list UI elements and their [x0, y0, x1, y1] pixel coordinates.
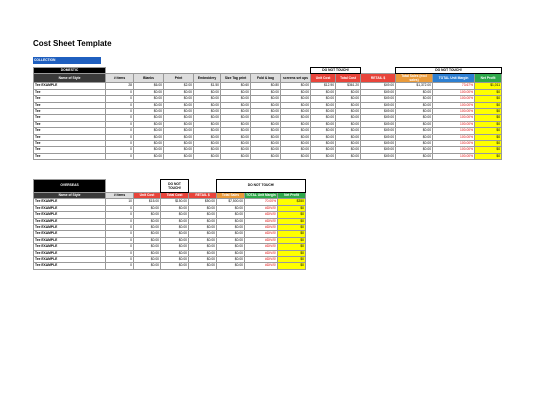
table-cell[interactable]: $0 [278, 263, 306, 269]
table-cell[interactable]: $0.00 [134, 257, 161, 263]
table-cell[interactable]: $0 [278, 257, 306, 263]
table-row [34, 153, 502, 159]
table-cell[interactable]: 100.00% [433, 109, 475, 115]
table-cell[interactable]: $0.00 [221, 141, 251, 147]
table-cell[interactable]: $0.00 [251, 109, 281, 115]
table-cell[interactable]: $0.00 [189, 212, 217, 218]
style-name-cell[interactable]: Tee [34, 89, 106, 95]
table-cell[interactable]: $0.00 [164, 89, 194, 95]
table-cell[interactable]: $0.00 [134, 89, 164, 95]
table-cell[interactable]: $7,500.00 [217, 199, 245, 205]
table-cell[interactable]: 0 [106, 218, 134, 224]
table-cell[interactable]: $0.00 [281, 102, 311, 108]
table-cell[interactable]: 0 [106, 134, 134, 140]
table-cell[interactable]: $0.00 [251, 102, 281, 108]
column-header[interactable]: TOTAL Unit Margin [246, 193, 276, 198]
table-cell[interactable]: $0.00 [396, 109, 433, 115]
table-cell[interactable]: $0.00 [134, 128, 164, 134]
table-cell[interactable]: $0.00 [194, 134, 221, 140]
table-cell[interactable]: $0 [475, 153, 502, 159]
table-cell[interactable]: $0.00 [194, 89, 221, 95]
domestic-section-label: DOMESTIC [34, 68, 106, 74]
table-cell[interactable]: $0.00 [194, 147, 221, 153]
table-cell[interactable]: 0 [106, 121, 134, 127]
table-cell[interactable]: $0.00 [217, 263, 245, 269]
table-cell[interactable]: $0 [475, 141, 502, 147]
table-cell[interactable]: $0.00 [161, 212, 189, 218]
table-cell[interactable]: 0 [106, 212, 134, 218]
style-name-cell[interactable]: Tee [34, 96, 106, 102]
table-cell[interactable]: #DIV/0! [245, 231, 278, 237]
table-cell[interactable]: 100.00% [433, 96, 475, 102]
table-cell[interactable]: $0.00 [251, 121, 281, 127]
table-cell[interactable]: $0 [278, 225, 306, 231]
style-name-cell[interactable]: Tee [34, 109, 106, 115]
style-name-cell[interactable]: Tee [34, 115, 106, 121]
table-cell[interactable]: $0.00 [396, 102, 433, 108]
table-cell[interactable]: $49.00 [361, 89, 396, 95]
table-cell[interactable]: $0.00 [134, 212, 161, 218]
table-cell[interactable]: $0.00 [134, 153, 164, 159]
table-cell[interactable]: 100.00% [433, 141, 475, 147]
table-cell[interactable]: $0.00 [221, 102, 251, 108]
style-name-cell[interactable]: Tee EXAMPLE [34, 218, 106, 224]
table-cell[interactable]: 28 [106, 83, 134, 89]
table-cell[interactable]: $0.00 [336, 96, 361, 102]
table-cell[interactable]: $0.00 [161, 263, 189, 269]
table-cell[interactable]: $0.00 [336, 141, 361, 147]
table-cell[interactable]: $0.00 [134, 96, 164, 102]
table-cell[interactable]: $0.00 [221, 96, 251, 102]
column-header[interactable]: Size Tag print [221, 74, 251, 83]
table-cell[interactable]: $0.00 [221, 128, 251, 134]
table-cell[interactable]: $0.00 [311, 89, 336, 95]
table-cell[interactable]: $1.50 [194, 83, 221, 89]
table-cell[interactable]: 100.00% [433, 153, 475, 159]
table-cell[interactable]: $0.00 [311, 147, 336, 153]
table-cell[interactable]: 100.00% [433, 121, 475, 127]
table-cell[interactable]: $0.00 [194, 96, 221, 102]
table-cell[interactable]: $0.00 [189, 237, 217, 243]
column-header[interactable]: Fold & bag [251, 74, 281, 83]
column-header[interactable]: Total Sales (excl sales) [396, 74, 433, 83]
table-cell[interactable]: $0.00 [336, 115, 361, 121]
style-name-cell[interactable]: Tee [34, 134, 106, 140]
table-cell[interactable]: 0 [106, 128, 134, 134]
table-cell[interactable]: $0.00 [251, 128, 281, 134]
table-cell[interactable]: $0.00 [189, 225, 217, 231]
overseas-top-row [34, 180, 306, 193]
table-cell[interactable]: 0 [106, 153, 134, 159]
table-cell[interactable]: $0.00 [336, 89, 361, 95]
table-cell[interactable]: 0 [106, 109, 134, 115]
table-cell[interactable]: $0.00 [311, 128, 336, 134]
table-cell[interactable]: $0.00 [396, 141, 433, 147]
table-cell[interactable]: $0.00 [281, 134, 311, 140]
column-header[interactable]: Print [164, 74, 194, 83]
table-cell[interactable]: $0.00 [221, 89, 251, 95]
column-header[interactable]: Total Cost [161, 193, 189, 199]
table-cell[interactable]: $12.90 [311, 83, 336, 89]
table-cell[interactable]: $0.00 [161, 205, 189, 211]
style-name-cell[interactable]: Tee [34, 128, 106, 134]
table-cell[interactable]: $0.00 [164, 109, 194, 115]
table-cell[interactable]: $0.00 [134, 225, 161, 231]
table-cell[interactable]: $0.00 [134, 231, 161, 237]
table-cell[interactable]: $0.00 [396, 89, 433, 95]
column-header[interactable]: # items [106, 74, 134, 83]
table-cell[interactable]: 0 [106, 244, 134, 250]
table-cell[interactable]: $0.00 [134, 121, 164, 127]
column-header[interactable]: TOTAL Unit Margin [433, 74, 475, 83]
style-name-cell[interactable]: Tee [34, 121, 106, 127]
do-not-touch-label: DO NOT TOUCH! [217, 180, 306, 193]
table-cell[interactable]: $0.00 [134, 109, 164, 115]
table-cell[interactable]: $0.00 [221, 115, 251, 121]
table-cell[interactable]: $0.00 [311, 121, 336, 127]
table-cell[interactable]: $0.00 [164, 102, 194, 108]
table-cell[interactable]: #DIV/0! [245, 244, 278, 250]
table-cell[interactable]: $0.00 [396, 96, 433, 102]
style-name-cell[interactable]: Tee EXAMPLE [34, 250, 106, 256]
overseas-header-row [34, 193, 306, 199]
table-cell[interactable]: $0.00 [336, 147, 361, 153]
column-header[interactable]: screens set ups [281, 74, 311, 83]
table-cell[interactable]: $0.00 [311, 96, 336, 102]
overseas-table [33, 179, 306, 270]
table-cell[interactable]: 70.00% [245, 199, 278, 205]
table-cell[interactable]: 0 [106, 96, 134, 102]
style-name-cell[interactable]: Tee EXAMPLE [34, 237, 106, 243]
do-not-touch-label: DO NOT TOUCH! [311, 68, 361, 74]
table-cell[interactable]: $0.00 [161, 250, 189, 256]
table-cell[interactable]: $0.00 [134, 218, 161, 224]
table-cell[interactable]: $0 [475, 109, 502, 115]
style-name-cell[interactable]: Tee [34, 153, 106, 159]
table-cell[interactable]: $0 [475, 89, 502, 95]
table-cell[interactable]: $0.00 [396, 134, 433, 140]
style-name-cell[interactable]: Tee EXAMPLE [34, 212, 106, 218]
do-not-touch-label: DO NOT TOUCH! [161, 180, 189, 193]
table-cell[interactable]: $0.00 [134, 115, 164, 121]
style-name-cell[interactable]: Tee EXAMPLE [34, 231, 106, 237]
table-cell[interactable]: $0.00 [134, 102, 164, 108]
table-cell[interactable]: $0.00 [281, 89, 311, 95]
table-cell[interactable]: #DIV/0! [245, 263, 278, 269]
column-header[interactable]: Unit Cost [311, 74, 336, 83]
table-cell[interactable]: $1,372.00 [396, 83, 433, 89]
table-cell[interactable]: $0.00 [217, 237, 245, 243]
table-cell[interactable]: $49.00 [361, 147, 396, 153]
table-cell[interactable]: $15.00 [134, 199, 161, 205]
table-cell[interactable]: $0.00 [396, 115, 433, 121]
table-cell[interactable]: 0 [106, 89, 134, 95]
table-cell[interactable]: $350 [278, 199, 306, 205]
overseas-rows [34, 199, 306, 269]
table-cell[interactable]: $49.00 [361, 153, 396, 159]
table-cell[interactable]: $0.00 [311, 134, 336, 140]
table-cell[interactable]: $0.00 [281, 153, 311, 159]
table-cell[interactable]: $0.00 [194, 121, 221, 127]
table-cell[interactable]: $6.00 [134, 83, 164, 89]
table-cell[interactable]: 0 [106, 141, 134, 147]
table-cell[interactable]: $49.00 [361, 128, 396, 134]
table-cell[interactable]: $0.00 [336, 128, 361, 134]
table-cell[interactable]: $0 [475, 102, 502, 108]
table-cell[interactable]: $0.00 [134, 237, 161, 243]
table-cell[interactable]: $0 [278, 244, 306, 250]
table-cell[interactable]: $0.00 [134, 250, 161, 256]
column-header[interactable]: Name of Style [34, 193, 106, 199]
domestic-header-row [34, 74, 502, 83]
table-cell[interactable]: $0.00 [189, 218, 217, 224]
table-cell[interactable]: 10 [106, 199, 134, 205]
table-cell[interactable]: $50.00 [189, 199, 217, 205]
table-cell[interactable]: 100.00% [433, 147, 475, 153]
table-cell[interactable]: $0.00 [217, 225, 245, 231]
domestic-table [33, 67, 502, 160]
table-cell[interactable]: 0 [106, 147, 134, 153]
table-cell[interactable]: $0.00 [164, 147, 194, 153]
table-cell[interactable]: $0 [278, 212, 306, 218]
table-cell[interactable]: $0.00 [281, 115, 311, 121]
table-cell[interactable]: #DIV/0! [245, 212, 278, 218]
table-cell[interactable]: #DIV/0! [245, 250, 278, 256]
table-cell[interactable]: $0.00 [194, 153, 221, 159]
table-cell[interactable]: $0.00 [281, 128, 311, 134]
table-cell[interactable]: $0.00 [311, 102, 336, 108]
spacer [134, 180, 161, 193]
table-cell[interactable]: $0.00 [217, 205, 245, 211]
table-cell[interactable]: $0.00 [194, 102, 221, 108]
table-cell[interactable]: #DIV/0! [245, 225, 278, 231]
table-cell[interactable]: $0 [278, 205, 306, 211]
overseas-section-label: OVERSEAS [34, 180, 106, 193]
table-cell[interactable]: 100.00% [433, 134, 475, 140]
table-cell[interactable]: $0.00 [221, 109, 251, 115]
table-cell[interactable]: $0 [475, 115, 502, 121]
table-cell[interactable]: $0.00 [134, 205, 161, 211]
style-name-cell[interactable]: Tee EXAMPLE [34, 205, 106, 211]
table-cell[interactable]: $0.00 [217, 212, 245, 218]
table-cell[interactable]: 0 [106, 225, 134, 231]
style-name-cell[interactable]: Tee [34, 102, 106, 108]
table-cell[interactable]: $0.00 [251, 115, 281, 121]
table-cell[interactable]: $0.00 [134, 141, 164, 147]
table-cell[interactable]: 100.00% [433, 128, 475, 134]
table-cell[interactable]: $0.00 [281, 96, 311, 102]
table-cell[interactable]: $0.00 [164, 134, 194, 140]
table-cell[interactable]: $0.00 [189, 263, 217, 269]
table-cell[interactable]: $49.00 [361, 134, 396, 140]
table-cell[interactable]: $0.00 [134, 134, 164, 140]
style-name-cell[interactable]: Tee EXAMPLE [34, 225, 106, 231]
column-header[interactable]: # items [106, 193, 134, 199]
table-cell[interactable]: 100.00% [433, 115, 475, 121]
table-cell[interactable]: $0.00 [189, 231, 217, 237]
table-cell[interactable]: $0 [278, 218, 306, 224]
table-cell[interactable]: $0 [278, 250, 306, 256]
table-cell[interactable]: 0 [106, 257, 134, 263]
table-cell[interactable]: $0.00 [251, 96, 281, 102]
page-title: Cost Sheet Template [33, 39, 112, 48]
table-row [34, 263, 306, 269]
table-cell[interactable]: $0.00 [194, 109, 221, 115]
column-header[interactable]: RETAIL $ [361, 74, 396, 83]
table-cell[interactable]: $0.00 [217, 257, 245, 263]
table-cell[interactable]: $0.00 [189, 250, 217, 256]
column-header[interactable]: Total Cost [336, 74, 361, 83]
table-cell[interactable]: $0.00 [251, 147, 281, 153]
table-cell[interactable]: $0.00 [311, 153, 336, 159]
column-header[interactable]: Total Sales [217, 193, 245, 199]
table-cell[interactable]: $0.00 [281, 141, 311, 147]
table-cell[interactable]: $0.00 [161, 257, 189, 263]
table-cell[interactable]: $49.00 [361, 121, 396, 127]
table-cell[interactable]: $0.00 [396, 128, 433, 134]
table-cell[interactable]: $0.00 [217, 250, 245, 256]
table-cell[interactable]: $0.00 [217, 218, 245, 224]
table-cell[interactable]: 0 [106, 115, 134, 121]
domestic-rows [34, 83, 502, 160]
style-name-cell[interactable]: Tee EXAMPLE [34, 263, 106, 269]
table-cell[interactable]: $49.00 [361, 109, 396, 115]
table-cell[interactable]: $49.00 [361, 83, 396, 89]
table-cell[interactable]: $0.00 [251, 134, 281, 140]
column-header[interactable]: Unit Cost [134, 193, 161, 199]
table-cell[interactable]: $0.00 [194, 115, 221, 121]
spacer [106, 180, 134, 193]
table-cell[interactable]: $0.00 [164, 96, 194, 102]
table-cell[interactable]: $0.00 [281, 83, 311, 89]
table-cell[interactable]: $0.00 [189, 257, 217, 263]
column-header[interactable]: Blanks [134, 74, 164, 83]
table-cell[interactable]: #DIV/0! [245, 205, 278, 211]
table-cell[interactable]: $49.00 [361, 102, 396, 108]
table-cell[interactable]: $0.00 [251, 153, 281, 159]
table-cell[interactable]: $0 [475, 134, 502, 140]
table-cell[interactable]: $0 [278, 237, 306, 243]
table-cell[interactable]: $0.00 [281, 147, 311, 153]
style-name-cell[interactable]: Tee [34, 141, 106, 147]
table-cell[interactable]: 100.00% [433, 89, 475, 95]
style-name-cell[interactable]: Tee EXAMPLE [34, 83, 106, 89]
table-cell[interactable]: $0.00 [336, 102, 361, 108]
table-cell[interactable]: $0.00 [161, 225, 189, 231]
table-cell[interactable]: $0.00 [189, 205, 217, 211]
table-cell[interactable]: $0.80 [251, 83, 281, 89]
table-cell[interactable]: $0.00 [311, 115, 336, 121]
table-cell[interactable]: 0 [106, 237, 134, 243]
style-name-cell[interactable]: Tee EXAMPLE [34, 199, 106, 205]
table-cell[interactable]: $0.00 [134, 263, 161, 269]
table-cell[interactable]: $0.00 [396, 153, 433, 159]
table-cell[interactable]: $0.00 [194, 128, 221, 134]
do-not-touch-label: DO NOT TOUCH! [396, 68, 502, 74]
table-cell[interactable]: $150.00 [161, 199, 189, 205]
table-cell[interactable]: $0.00 [164, 115, 194, 121]
column-header[interactable]: RETAIL $ [189, 193, 217, 199]
table-cell[interactable]: $0.00 [336, 153, 361, 159]
table-cell[interactable]: $0 [475, 121, 502, 127]
table-cell[interactable]: 73.67% [433, 83, 475, 89]
table-cell[interactable]: $0.00 [164, 128, 194, 134]
table-cell[interactable]: $49.00 [361, 115, 396, 121]
table-cell[interactable]: $0.00 [217, 244, 245, 250]
table-cell[interactable]: $0.00 [161, 244, 189, 250]
table-cell[interactable]: $0.00 [221, 121, 251, 127]
table-cell[interactable]: $0.60 [221, 83, 251, 89]
table-cell[interactable]: 0 [106, 250, 134, 256]
table-cell[interactable]: $0.00 [134, 147, 164, 153]
column-header[interactable]: Net Profit [278, 193, 306, 199]
table-cell[interactable]: $361.20 [336, 83, 361, 89]
table-cell[interactable]: $0.00 [161, 237, 189, 243]
table-cell[interactable]: $0.00 [194, 141, 221, 147]
table-cell[interactable]: $2.00 [164, 83, 194, 89]
table-cell[interactable]: #DIV/0! [245, 218, 278, 224]
table-cell[interactable]: $0 [475, 147, 502, 153]
table-cell[interactable]: $0.00 [161, 231, 189, 237]
table-cell[interactable]: $0 [278, 231, 306, 237]
table-cell[interactable]: $0.00 [336, 121, 361, 127]
table-cell[interactable]: 0 [106, 102, 134, 108]
table-cell[interactable]: $0.00 [221, 147, 251, 153]
table-cell[interactable]: $0.00 [189, 244, 217, 250]
table-cell[interactable]: $0.00 [251, 89, 281, 95]
table-cell[interactable]: 100.00% [433, 102, 475, 108]
table-cell[interactable]: 0 [106, 205, 134, 211]
table-cell[interactable]: $0.00 [396, 147, 433, 153]
table-cell[interactable]: $0 [475, 96, 502, 102]
table-cell[interactable]: $0.00 [336, 134, 361, 140]
table-cell[interactable]: $0.00 [221, 153, 251, 159]
table-cell[interactable]: $0.00 [164, 141, 194, 147]
table-cell[interactable]: $0.00 [281, 121, 311, 127]
spacer [189, 180, 217, 193]
column-header[interactable]: Embroidery [194, 74, 221, 83]
style-name-cell[interactable]: Tee EXAMPLE [34, 244, 106, 250]
table-cell[interactable]: $0.00 [311, 141, 336, 147]
style-name-cell[interactable]: Tee [34, 147, 106, 153]
table-cell[interactable]: 0 [106, 231, 134, 237]
table-cell[interactable]: $0.00 [396, 121, 433, 127]
table-cell[interactable]: $0.00 [217, 231, 245, 237]
table-cell[interactable]: $49.00 [361, 141, 396, 147]
table-cell[interactable]: $0.00 [336, 109, 361, 115]
table-cell[interactable]: $0.00 [221, 134, 251, 140]
style-name-cell[interactable]: Tee EXAMPLE [34, 257, 106, 263]
table-cell[interactable]: $0.00 [161, 218, 189, 224]
table-cell[interactable]: $0.00 [251, 141, 281, 147]
table-cell[interactable]: $0.00 [134, 244, 161, 250]
table-cell[interactable]: $0.00 [164, 153, 194, 159]
table-cell[interactable]: $1,011 [475, 83, 502, 89]
collection-label[interactable]: COLLECTION [33, 57, 101, 64]
table-cell[interactable]: #DIV/0! [245, 257, 278, 263]
table-cell[interactable]: $0 [475, 128, 502, 134]
table-cell[interactable]: 0 [106, 263, 134, 269]
table-cell[interactable]: #DIV/0! [245, 237, 278, 243]
table-cell[interactable]: $49.00 [361, 96, 396, 102]
column-header[interactable]: Net Profit [475, 74, 502, 83]
table-cell[interactable]: $0.00 [311, 109, 336, 115]
column-header[interactable]: Name of Style [34, 74, 106, 83]
table-cell[interactable]: $0.00 [164, 121, 194, 127]
table-cell[interactable]: $0.00 [281, 109, 311, 115]
